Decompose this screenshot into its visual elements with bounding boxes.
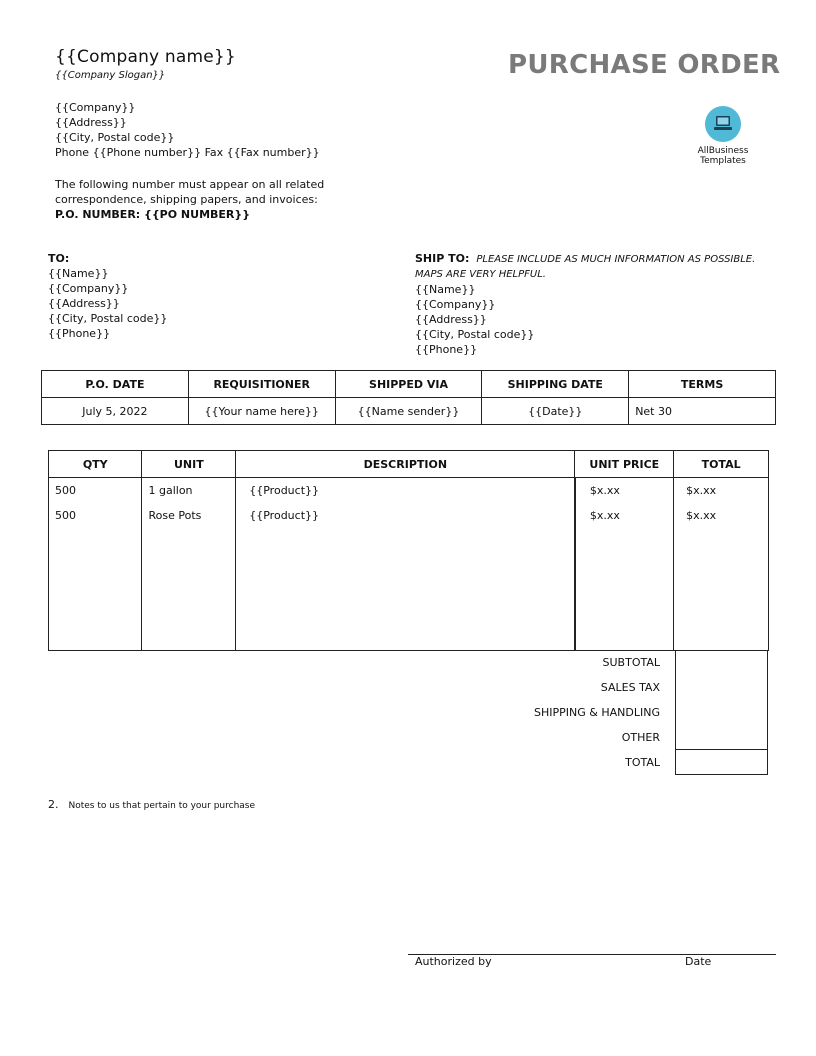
other-label: OTHER (621, 731, 660, 744)
logo-text-line1: AllBusiness (697, 146, 749, 156)
sender-address (55, 100, 320, 160)
logo-text-line2: Templates (700, 156, 746, 166)
authorized-by-label: Authorized by (415, 955, 492, 968)
ship-to-note1: PLEASE INCLUDE AS MUCH INFORMATION AS POSSIBLE. (476, 254, 756, 265)
page-title: PURCHASE ORDER (508, 50, 781, 80)
shipping-date-value: {{Date}} (482, 398, 629, 425)
item-description: {{Product}} (249, 484, 320, 497)
po-date-value: July 5, 2022 (42, 398, 189, 425)
sender-company: {{Company}} (55, 101, 136, 114)
notes (48, 798, 255, 811)
header-unit-price: UNIT PRICE (575, 451, 674, 478)
header-requisitioner: REQUISITIONER (188, 371, 335, 398)
to-phone: {{Phone}} (48, 327, 111, 340)
item-unit: Rose Pots (148, 509, 202, 522)
sales-tax-label: SALES TAX (600, 681, 660, 694)
signature-date-label: Date (685, 955, 712, 968)
ship-to-note2: MAPS ARE VERY HELPFUL. (415, 269, 546, 280)
po-number: P.O. NUMBER: {{PO NUMBER}} (55, 208, 251, 221)
notes-number: 2. (48, 798, 59, 811)
header-shipped-via: SHIPPED VIA (335, 371, 482, 398)
header-description: DESCRIPTION (236, 451, 575, 478)
company-name: {{Company name}} (55, 47, 236, 67)
terms-value: Net 30 (629, 398, 776, 425)
total-divider (676, 749, 767, 750)
item-total: $x.xx (686, 484, 717, 497)
logo (690, 106, 756, 166)
ship-to-address: {{Address}} (415, 313, 487, 326)
to-name: {{Name}} (48, 267, 109, 280)
company-slogan: {{Company Slogan}} (55, 70, 166, 81)
notice (55, 177, 375, 222)
header-total: TOTAL (674, 451, 769, 478)
ship-to-city: {{City, Postal code}} (415, 328, 535, 341)
to-label: TO: (48, 252, 70, 265)
to-address: {{Address}} (48, 297, 120, 310)
item-unit-price: $x.xx (589, 484, 620, 497)
to-company: {{Company}} (48, 282, 129, 295)
header-qty: QTY (49, 451, 142, 478)
item-description: {{Product}} (249, 509, 320, 522)
subtotal-label: SUBTOTAL (602, 656, 660, 669)
notes-text: Notes to us that pertain to your purchase (68, 801, 256, 811)
item-total: $x.xx (686, 509, 717, 522)
ship-to-block (415, 251, 775, 357)
sender-address-line: {{Address}} (55, 116, 127, 129)
shipped-via-value: {{Name sender}} (335, 398, 482, 425)
ship-to-label: SHIP TO: (415, 252, 470, 265)
shipping-handling-label: SHIPPING & HANDLING (534, 706, 660, 719)
summary-values-box (675, 650, 768, 775)
item-qty: 500 (55, 509, 76, 522)
notice-line2: correspondence, shipping papers, and invoices: (55, 193, 318, 206)
to-block (48, 251, 167, 341)
header-po-date: P.O. DATE (42, 371, 189, 398)
ship-to-name: {{Name}} (415, 283, 476, 296)
order-info-table (41, 370, 776, 425)
header-unit: UNIT (142, 451, 236, 478)
sender-phone-fax: Phone {{Phone number}} Fax {{Fax number}} (55, 146, 320, 159)
item-qty: 500 (55, 484, 76, 497)
notice-line1: The following number must appear on all related (55, 178, 325, 191)
requisitioner-value: {{Your name here}} (188, 398, 335, 425)
item-unit: 1 gallon (148, 484, 193, 497)
item-unit-price: $x.xx (589, 509, 620, 522)
to-city: {{City, Postal code}} (48, 312, 168, 325)
total-label: TOTAL (625, 756, 660, 769)
items-table (48, 450, 769, 651)
ship-to-company: {{Company}} (415, 298, 496, 311)
sender-city: {{City, Postal code}} (55, 131, 175, 144)
header-terms: TERMS (629, 371, 776, 398)
header-shipping-date: SHIPPING DATE (482, 371, 629, 398)
laptop-icon (705, 106, 741, 142)
ship-to-phone: {{Phone}} (415, 343, 478, 356)
